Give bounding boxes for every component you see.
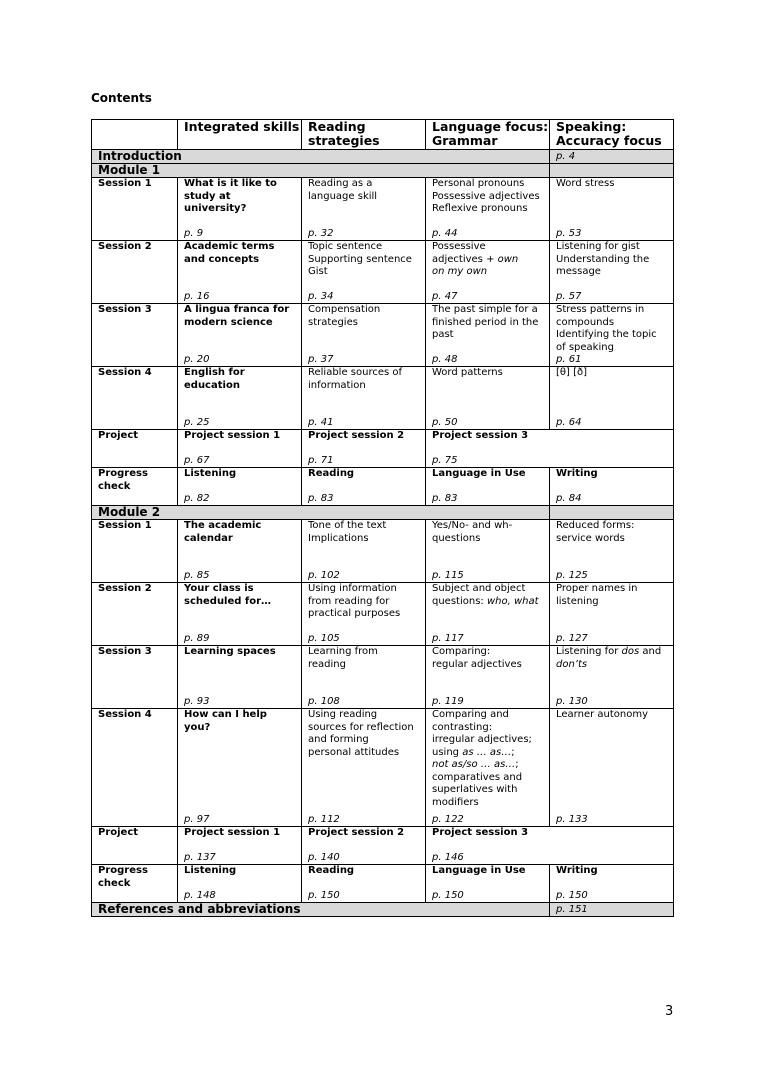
page-ref: p. 16 [184, 291, 210, 302]
page-ref: p. 133 [556, 814, 588, 825]
cell-text: Reading [308, 865, 355, 876]
page-ref: p. 9 [184, 228, 204, 239]
cell-text: Yes/No- and wh- questions [432, 520, 513, 544]
cell-text: Project session 2 [308, 430, 405, 441]
references-row [92, 903, 674, 917]
table-cell [550, 241, 674, 304]
page-ref: p. 146 [432, 852, 464, 863]
table-cell [302, 583, 426, 646]
header-row [92, 120, 674, 150]
cell-text: The past simple for a finished period in the past [432, 304, 539, 340]
page-title: Contents [91, 91, 152, 105]
cell-text: Word stress [556, 178, 615, 189]
page-ref: p. 150 [556, 890, 588, 901]
table-cell [550, 865, 674, 903]
page-ref: p. 89 [184, 633, 210, 644]
page-ref: p. 140 [308, 852, 340, 863]
table-cell [302, 367, 426, 430]
page-ref: p. 85 [184, 570, 210, 581]
page-ref: p. 25 [184, 417, 210, 428]
cell-text: Personal pronouns Possessive adjectives Reflexive pronouns [432, 178, 540, 214]
page-ref: p. 75 [432, 455, 458, 466]
cell-text: Comparing: regular adjectives [432, 646, 522, 670]
cell-text: Project session 3 [432, 430, 529, 441]
table-row [92, 178, 674, 241]
cell-text: Proper names in listening [556, 583, 638, 607]
column-header: Integrated skills [178, 120, 302, 150]
row-label: Session 2 [92, 241, 178, 304]
table-cell [426, 367, 550, 430]
table-cell [302, 430, 426, 468]
module-row-page [550, 506, 674, 520]
table-cell [178, 367, 302, 430]
progress-row [92, 468, 674, 506]
page-ref: p. 57 [556, 291, 582, 302]
row-label: Progress check [92, 468, 178, 506]
table-cell [302, 646, 426, 709]
table-cell [426, 304, 550, 367]
row-label: Session 1 [92, 520, 178, 583]
cell-text: Listening [184, 865, 237, 876]
cell-text: Writing [556, 468, 598, 479]
cell-text: Learning spaces [184, 646, 276, 657]
table-cell [178, 709, 302, 827]
table-cell [178, 241, 302, 304]
page-number: 3 [665, 1004, 674, 1019]
table-cell [178, 827, 302, 865]
table-cell [426, 468, 550, 506]
cell-text: Listening for gist Understanding the message [556, 241, 650, 277]
table-cell [426, 520, 550, 583]
table-cell [426, 430, 550, 468]
table-cell [550, 304, 674, 367]
page-ref: p. 115 [432, 570, 464, 581]
module-row-page [550, 164, 674, 178]
page-ref: p. 150 [308, 890, 340, 901]
cell-text: Project session 1 [184, 430, 281, 441]
introduction-row [92, 150, 674, 164]
page-ref: p. 84 [556, 493, 582, 504]
cell-text: Using information from reading for practical purposes [308, 583, 401, 619]
table-row [92, 367, 674, 430]
cell-text: What is it like to study at university? [184, 178, 277, 214]
project-row [92, 827, 674, 865]
cell-text: Writing [556, 865, 598, 876]
table-cell [550, 520, 674, 583]
page-ref: p. 150 [432, 890, 464, 901]
cell-text: Language in Use [432, 468, 526, 479]
cell-text: Topic sentence Supporting sentence Gist [308, 241, 412, 277]
page-ref: p. 117 [432, 633, 464, 644]
page-ref: p. 130 [556, 696, 588, 707]
page-ref: p. 82 [184, 493, 210, 504]
table-cell [178, 468, 302, 506]
page-ref: p. 50 [432, 417, 458, 428]
page-ref: p. 127 [556, 633, 588, 644]
page-ref: p. 64 [556, 417, 582, 428]
page-ref: p. 44 [432, 228, 458, 239]
page-ref: p. 112 [308, 814, 340, 825]
page-ref: p. 105 [308, 633, 340, 644]
cell-text: Project session 3 [432, 827, 529, 838]
cell-text: Reading as a language skill [308, 178, 378, 202]
table-cell [302, 241, 426, 304]
table-cell [302, 178, 426, 241]
cell-text: Reading [308, 468, 355, 479]
table-cell [178, 865, 302, 903]
cell-text: Possessive adjectives + own on my own [432, 241, 519, 277]
introduction-row-label: Introduction [92, 150, 550, 164]
page-ref: p. 122 [432, 814, 464, 825]
table-cell [550, 367, 674, 430]
column-header: Reading strategies [302, 120, 426, 150]
page-ref: p. 83 [308, 493, 334, 504]
page-ref: p. 47 [432, 291, 458, 302]
table-cell [550, 583, 674, 646]
table-cell [426, 865, 550, 903]
table-row [92, 304, 674, 367]
cell-text: Listening for dos and don’ts [556, 646, 662, 670]
table-cell [550, 646, 674, 709]
module-row [92, 164, 674, 178]
module-row-label: Module 2 [92, 506, 550, 520]
page-ref: p. 20 [184, 354, 210, 365]
cell-text: Stress patterns in compounds Identifying the topic of speaking [556, 304, 657, 353]
table-cell [178, 520, 302, 583]
table-cell [426, 827, 550, 865]
page-ref: p. 32 [308, 228, 334, 239]
table-cell [426, 178, 550, 241]
module-row [92, 506, 674, 520]
page-ref: p. 93 [184, 696, 210, 707]
progress-row [92, 865, 674, 903]
page-ref: p. 125 [556, 570, 588, 581]
cell-text: Academic terms and concepts [184, 241, 275, 265]
row-label: Project [92, 430, 178, 468]
page-ref: p. 48 [432, 354, 458, 365]
cell-text: Listening [184, 468, 237, 479]
cell-text: English for education [184, 367, 245, 391]
page-ref: p. 53 [556, 228, 582, 239]
references-row-page: p. 151 [550, 903, 674, 917]
table-row [92, 583, 674, 646]
column-header: Speaking: Accuracy focus [550, 120, 674, 150]
table-cell [302, 827, 426, 865]
cell-text: Project session 2 [308, 827, 405, 838]
cell-text: Learning from reading [308, 646, 378, 670]
cell-text: Your class is scheduled for… [184, 583, 272, 607]
page-ref: p. 137 [184, 852, 216, 863]
table-row [92, 520, 674, 583]
table-cell [302, 468, 426, 506]
cell-text: Project session 1 [184, 827, 281, 838]
table-row [92, 709, 674, 827]
row-label: Session 2 [92, 583, 178, 646]
empty-cell [550, 430, 674, 468]
row-label: Session 4 [92, 367, 178, 430]
table-row [92, 646, 674, 709]
table-row [92, 241, 674, 304]
cell-text: [θ] [ð] [556, 367, 588, 378]
cell-text: Comparing and contrasting: irregular adjectives; using as … as…; not as/so … as…; comparatives and superlatives with modifiers [432, 709, 532, 808]
table-cell [302, 304, 426, 367]
page-ref: p. 67 [184, 455, 210, 466]
cell-text: A lingua franca for modern science [184, 304, 290, 328]
introduction-row-page: p. 4 [550, 150, 674, 164]
row-label: Session 1 [92, 178, 178, 241]
table-cell [550, 468, 674, 506]
cell-text: Reliable sources of information [308, 367, 403, 391]
empty-cell [550, 827, 674, 865]
page-ref: p. 102 [308, 570, 340, 581]
row-label: Project [92, 827, 178, 865]
cell-text: Compensation strategies [308, 304, 381, 328]
references-row-label: References and abbreviations [92, 903, 550, 917]
project-row [92, 430, 674, 468]
page-ref: p. 41 [308, 417, 334, 428]
table-cell [426, 646, 550, 709]
table-cell [550, 178, 674, 241]
table-cell [178, 178, 302, 241]
page-ref: p. 34 [308, 291, 334, 302]
cell-text: Language in Use [432, 865, 526, 876]
cell-text: Reduced forms: service words [556, 520, 635, 544]
page-ref: p. 37 [308, 354, 334, 365]
row-label: Session 4 [92, 709, 178, 827]
cell-text: Learner autonomy [556, 709, 649, 720]
cell-text: Word patterns [432, 367, 503, 378]
column-header [92, 120, 178, 150]
table-cell [178, 583, 302, 646]
page-ref: p. 97 [184, 814, 210, 825]
cell-text: How can I help you? [184, 709, 267, 733]
table-cell [550, 709, 674, 827]
table-cell [426, 241, 550, 304]
page-ref: p. 83 [432, 493, 458, 504]
cell-text: Tone of the text Implications [308, 520, 387, 544]
row-label: Session 3 [92, 304, 178, 367]
row-label: Progress check [92, 865, 178, 903]
page-ref: p. 71 [308, 455, 334, 466]
contents-table [91, 119, 674, 917]
table-cell [178, 646, 302, 709]
table-cell [426, 583, 550, 646]
table-cell [426, 709, 550, 827]
cell-text: Subject and object questions: who, what [432, 583, 539, 607]
row-label: Session 3 [92, 646, 178, 709]
cell-text: The academic calendar [184, 520, 262, 544]
page-ref: p. 119 [432, 696, 464, 707]
page-ref: p. 108 [308, 696, 340, 707]
table-cell [178, 430, 302, 468]
table-cell [178, 304, 302, 367]
table-cell [302, 865, 426, 903]
module-row-label: Module 1 [92, 164, 550, 178]
table-cell [302, 520, 426, 583]
page-ref: p. 61 [556, 354, 582, 365]
page-ref: p. 148 [184, 890, 216, 901]
column-header: Language focus: Grammar [426, 120, 550, 150]
table-cell [302, 709, 426, 827]
cell-text: Using reading sources for reflection and forming personal attitudes [308, 709, 414, 758]
